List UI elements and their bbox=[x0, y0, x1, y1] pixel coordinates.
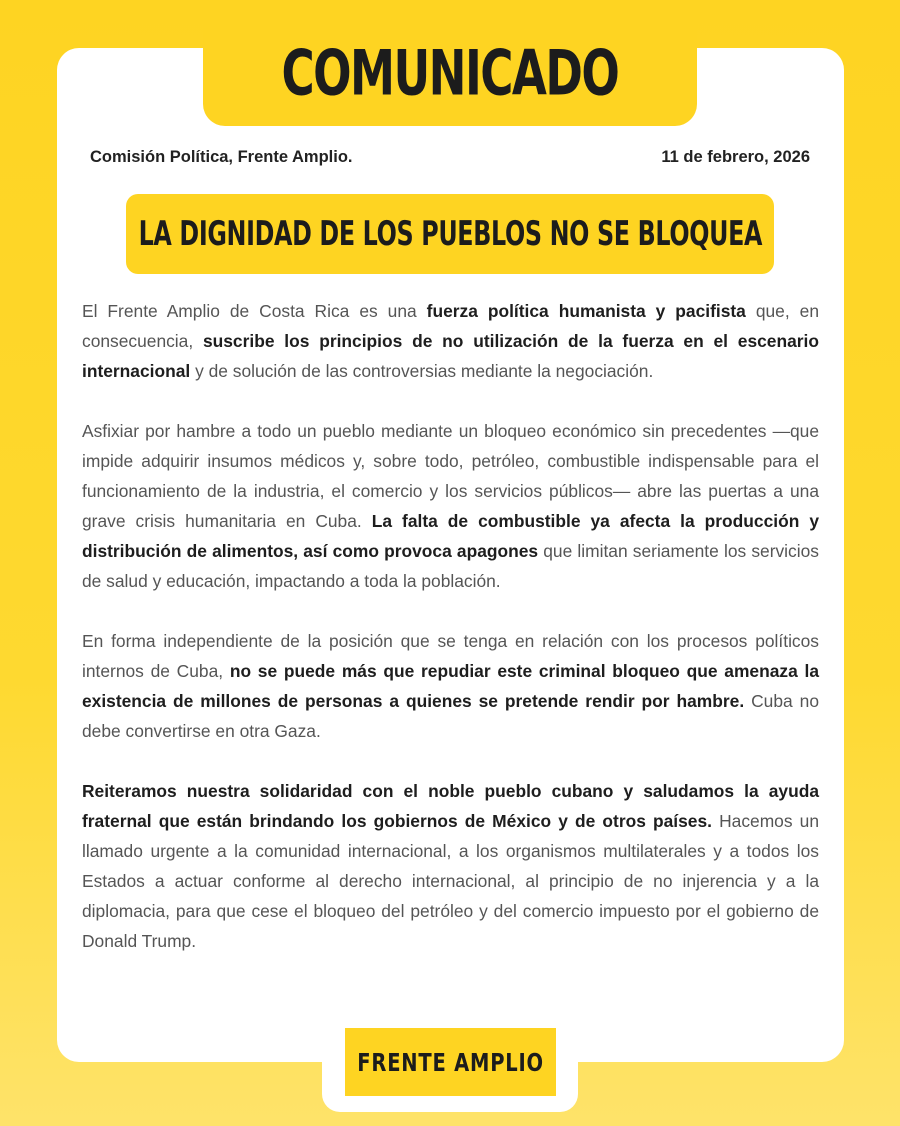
brand-name: FRENTE AMPLIO bbox=[357, 1047, 544, 1077]
paragraph-2 bbox=[82, 416, 819, 596]
title-tab bbox=[203, 20, 697, 126]
text-segment-bold: suscribe los principios de no utilización de la fuerza en el escenario internacional bbox=[82, 331, 819, 381]
text-segment-bold: Reiteramos nuestra solidaridad con el noble pueblo cubano y saludamos la ayuda fraternal que están brindando los gobiernos de México y de otros países. bbox=[82, 781, 819, 831]
text-segment: que limitan seriamente los servicios de salud y educación, impactando a toda la población. bbox=[82, 541, 819, 591]
text-segment: El Frente Amplio de Costa Rica es una bbox=[82, 301, 427, 321]
text-segment: En forma independiente de la posición que se tenga en relación con los procesos políticos internos de Cuba, bbox=[82, 631, 819, 681]
statement-body bbox=[82, 296, 819, 986]
paragraph-1 bbox=[82, 296, 819, 386]
headline-banner bbox=[126, 194, 774, 274]
text-segment-bold: no se puede más que repudiar este criminal bloqueo que amenaza la existencia de millones de personas a quienes se pretende rendir por hambre. bbox=[82, 661, 819, 711]
brand-logo bbox=[345, 1028, 556, 1096]
headline-text: LA DIGNIDAD DE LOS PUEBLOS NO SE BLOQUEA bbox=[138, 214, 762, 254]
paragraph-3 bbox=[82, 626, 819, 746]
text-segment: Asfixiar por hambre a todo un pueblo mediante un bloqueo económico sin precedentes —que impide adquirir insumos médicos y, sobre todo, petróleo, combustible indispensable para el funcionamiento de la industria, el comercio y los servicios públicos— abre las puertas a una grave crisis humanitaria en Cuba. bbox=[82, 421, 819, 531]
text-segment: que, en consecuencia, bbox=[82, 301, 819, 351]
page-title: COMUNICADO bbox=[281, 36, 619, 110]
paragraph-4 bbox=[82, 776, 819, 956]
text-segment-bold: La falta de combustible ya afecta la producción y distribución de alimentos, así como provoca apagones bbox=[82, 511, 819, 561]
text-segment: Cuba no debe convertirse en otra Gaza. bbox=[82, 691, 819, 741]
text-segment: y de solución de las controversias mediante la negociación. bbox=[190, 361, 654, 381]
text-segment-bold: fuerza política humanista y pacifista bbox=[426, 301, 746, 321]
text-segment: Hacemos un llamado urgente a la comunidad internacional, a los organismos multilaterales y a todos los Estados a actuar conforme al derecho internacional, al principio de no injerencia y a la diplomacia, para que cese el bloqueo del petróleo y del comercio impuesto por el gobierno de Donald Trump. bbox=[82, 811, 819, 951]
issuer-label: Comisión Política, Frente Amplio. bbox=[90, 148, 353, 166]
date-label: 11 de febrero, 2026 bbox=[661, 148, 810, 166]
